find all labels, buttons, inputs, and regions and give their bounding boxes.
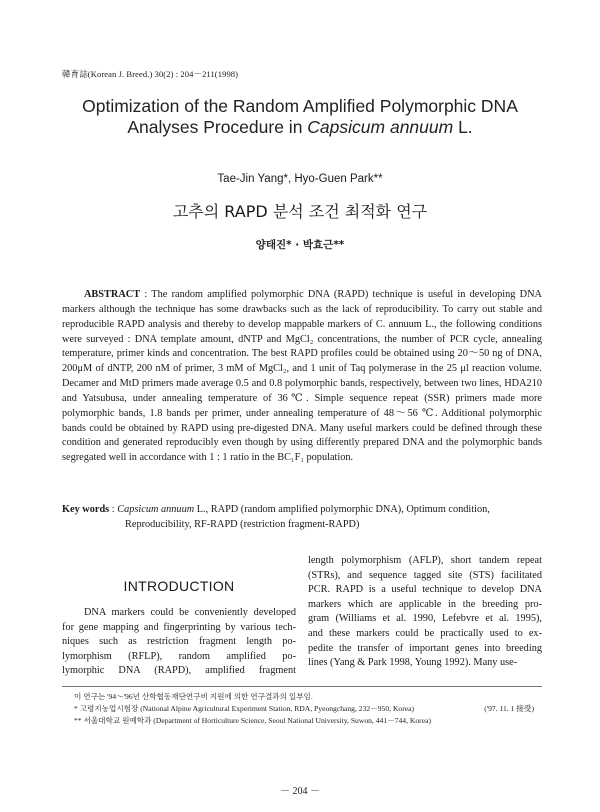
- keywords-species: Capsicum annuum: [117, 504, 195, 515]
- keywords-label: Key words: [62, 504, 110, 515]
- abstract-label: ABSTRACT: [84, 289, 141, 300]
- korean-title: 고추의 RAPD 분석 조건 최적화 연구: [172, 202, 428, 221]
- left-line-4: lymorphism (RFLP), random amplified po-: [62, 650, 296, 662]
- footnote-affiliation-1: * 고령지농업시험장 (National Alpine Agricultural Experiment Station, RDA, Pyeongchang, 232－950, Korea) ('97. 11. 1 接受): [74, 704, 534, 713]
- authors: Tae-Jin Yang*, Hyo-Guen Park**: [217, 173, 383, 185]
- left-line-2: for gene mapping and fingerprinting by various tech-: [62, 621, 296, 633]
- left-line-3: niques such as restriction fragment length po-: [62, 636, 296, 648]
- title-line-2: Analyses Procedure in Capsicum annuum L.: [127, 117, 473, 137]
- right-line-4: markers which are applicable in the breeding pro-: [308, 598, 542, 610]
- page-number: － 204 －: [280, 786, 320, 797]
- right-line-7: pedite the transfer of important genes into breeding: [308, 642, 542, 654]
- korean-authors: 양태진* · 박효근**: [255, 239, 345, 251]
- abstract-text: The random amplified polymorphic DNA (RAPD) technique is useful in developing DNA markers although the technique has some drawbacks such as the lack of reproducibility. To carry out stable and reproducible RAPD analysis and thereby to develop mappable markers of C. annuum L., the following conditions were surveyed : DNA template amount, dNTP and MgCl₂ concentrations, the number of PCR cycle, annealing temperature, primer kinds and concentration. The best RAPD profiles could be obtained using 20～50 ng of DNA, 200μM of dNTP, 200 nM of primer, 3 mM of MgCl₂, and 1 unit of Taq polymerase in the 25 μl reaction volume. Decamer and MtD primers made average 0.5 and 0.8 polymorphic bands, respectively, between two lines, HDA210 and Yatsubusa, under annealing temperature of 36℃. Simple sequence repeat (SSR) primers made more polymorphic bands, 1.8 bands per primer, under annealing temperature of 48～56 ℃. Additional polymorphic bands could be obtained by RAPD using pre-digested DNA. Many useful markers could be defined through these condition and generated reproducibly even though by using differently prepared DNA and the polymorphic bands segregated well in accordance with 1 : 1 ratio in the BC₁F₁ population.: [62, 289, 542, 464]
- footnote-divider: [62, 686, 542, 687]
- right-line-1: length polymorphism (AFLP), short tandem repeat: [308, 555, 542, 566]
- left-line-5: lymorphic DNA (RAPD), amplified fragment: [62, 665, 296, 677]
- paper-title: [60, 96, 540, 138]
- footnote-affiliation-2: ** 서울대학교 원예학과 (Department of Horticulture Science, Seoul National University, Suwon, 441－744, Korea): [74, 716, 431, 725]
- right-column: [308, 554, 542, 671]
- right-line-3: PCR. RAPD is a useful technique to develop DNA: [308, 584, 542, 596]
- title-species: Capsicum annuum: [307, 117, 454, 137]
- section-heading-introduction: INTRODUCTION: [123, 578, 235, 594]
- keywords: Key words : Capsicum annuum L., RAPD (random amplified polymorphic DNA), Optimum condition, Reproducibility, RF-RAPD (restriction fragment-RAPD): [62, 502, 542, 532]
- left-column: [62, 548, 296, 679]
- right-line-2: (STRs), and sequence tagged site (STS) facilitated: [308, 569, 542, 581]
- footnote-funding: 이 연구는 '94～'96년 산학협동재단연구비 지원에 의한 연구결과의 일부임.: [74, 692, 313, 701]
- right-line-6: and these markers could be practically used to ex-: [308, 627, 542, 639]
- received-date: ('97. 11. 1 接受): [484, 704, 534, 713]
- abstract: ABSTRACT : The random amplified polymorphic DNA (RAPD) technique is useful in developing DNA markers although the technique has some drawbacks such as the lack of reproducibility. To carry out stable and reproducible RAPD analysis and thereby to develop mappable markers of C. annuum L., the following conditions were surveyed : DNA template amount, dNTP and MgCl₂ concentrations, the number of PCR cycle, annealing temperature, primer kinds and concentration. The best RAPD profiles could be obtained using 20～50 ng of DNA, 200μM of dNTP, 200 nM of primer, 3 mM of MgCl₂, and 1 unit of Taq polymerase in the 25 μl reaction volume. Decamer and MtD primers made average 0.5 and 0.8 polymorphic bands, respectively, between two lines, HDA210 and Yatsubusa, under annealing temperature of 36℃. Simple sequence repeat (SSR) primers made more polymorphic bands, 1.8 bands per primer, under annealing temperature of 48～56 ℃. Additional polymorphic bands could be obtained by RAPD using pre-digested DNA. Many useful markers could be defined through these condition and generated reproducibly even though by using differently prepared DNA and the polymorphic bands segregated well in accordance with 1 : 1 ratio in the BC₁F₁ population.: [62, 289, 542, 464]
- right-line-5: gram (Williams et al. 1990, Lefebvre et al. 1995),: [308, 613, 542, 625]
- keywords-line-2: Reproducibility, RF-RAPD (restriction fragment-RAPD): [125, 519, 360, 530]
- journal-citation: 韓育誌(Korean J. Breed.) 30(2) : 204－211(1998): [62, 69, 239, 79]
- left-line-1: DNA markers could be conveniently developed: [84, 607, 296, 618]
- title-line-1: Optimization of the Random Amplified Polymorphic DNA: [82, 96, 518, 116]
- right-line-8: lines (Yang & Park 1998, Young 1992). Many use-: [308, 657, 518, 669]
